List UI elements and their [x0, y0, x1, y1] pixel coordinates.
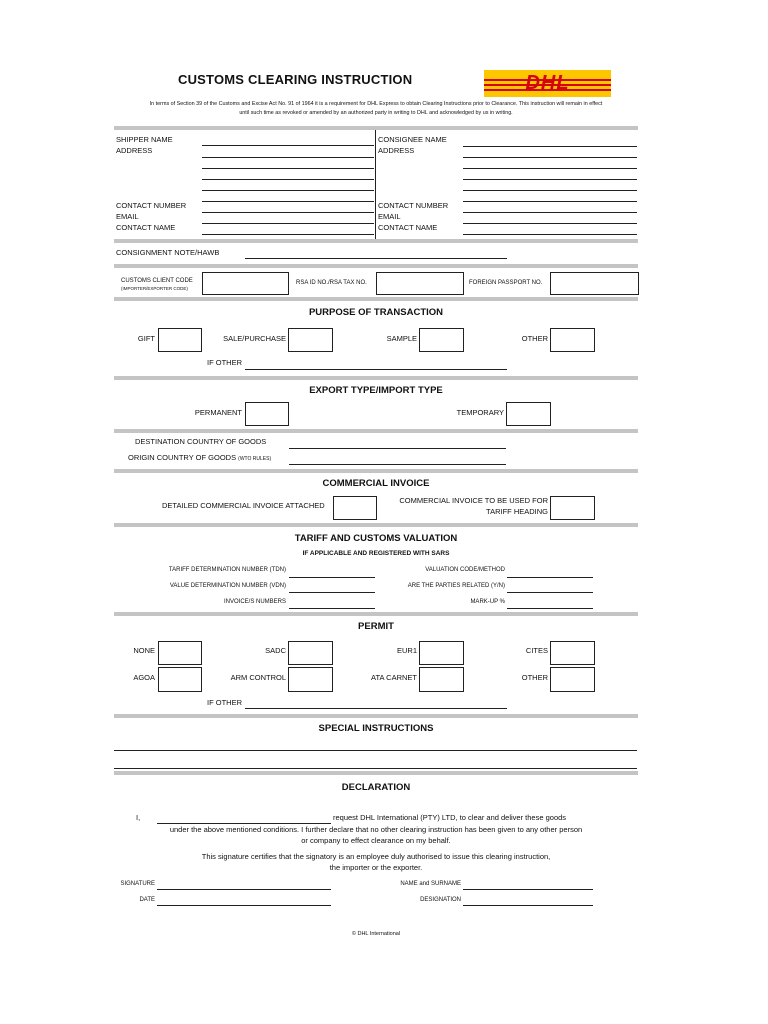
invoice-heading: COMMERCIAL INVOICE — [322, 478, 430, 489]
none-checkbox[interactable] — [158, 641, 202, 665]
agoa-checkbox[interactable] — [158, 667, 202, 692]
consignee-address-field[interactable] — [463, 157, 637, 158]
consignee-address-label: ADDRESS — [378, 146, 415, 155]
shipper-name-label: SHIPPER NAME — [116, 135, 173, 144]
consignment-note-field[interactable] — [245, 258, 507, 259]
dhl-logo — [484, 70, 611, 97]
ata-carnet-label: ATA CARNET — [371, 673, 417, 682]
consignee-contact-name-label: CONTACT NAME — [378, 223, 438, 232]
consignee-contact-number-label: CONTACT NUMBER — [378, 201, 449, 210]
declaration-request: request DHL International (PTY) LTD, to clear and deliver these goods — [333, 813, 567, 822]
invoice-numbers-field[interactable] — [289, 608, 375, 609]
parties-related-label: ARE THE PARTIES RELATED (Y/N) — [407, 583, 505, 589]
tariff-use-label-1: COMMERCIAL INVOICE TO BE USED FOR — [399, 496, 548, 505]
client-code-label: CUSTOMS CLIENT CODE — [121, 278, 193, 284]
none-label: NONE — [133, 646, 155, 655]
section-divider — [114, 612, 638, 616]
declaration-line-4: This signature certifies that the signatory is an employee duly authorised to issue this clearing instruction, — [201, 852, 551, 861]
rsa-id-label: RSA ID NO./RSA TAX NO. — [296, 280, 367, 286]
consignee-address-field[interactable] — [463, 190, 637, 191]
date-label: DATE — [139, 897, 155, 903]
section-divider — [114, 469, 638, 473]
eur1-checkbox[interactable] — [419, 641, 464, 665]
origin-text: ORIGIN COUNTRY OF GOODS — [128, 453, 237, 462]
ata-carnet-checkbox[interactable] — [419, 667, 464, 692]
intro-line-1: In terms of Section 39 of the Customs and Excise Act No. 91 of 1964 it is a requirement for DHL Express to obtain Clearing Instructions prior to Clearance. This instruction will remain in effect — [149, 101, 603, 107]
designation-label: DESIGNATION — [420, 897, 461, 903]
section-divider — [114, 126, 638, 130]
destination-field[interactable] — [289, 448, 506, 449]
consignee-email-label: EMAIL — [378, 212, 401, 221]
purpose-heading: PURPOSE OF TRANSACTION — [308, 307, 444, 318]
markup-label: MARK-UP % — [470, 599, 505, 605]
invoice-attached-label: DETAILED COMMERCIAL INVOICE ATTACHED — [162, 501, 325, 510]
client-code-sublabel: (IMPORTER/EXPORTER CODE) — [121, 286, 188, 291]
shipper-contact-name-label: CONTACT NAME — [116, 223, 176, 232]
special-heading: SPECIAL INSTRUCTIONS — [318, 723, 434, 734]
signature-field[interactable] — [157, 889, 331, 890]
date-field[interactable] — [157, 905, 331, 906]
if-other-field[interactable] — [245, 369, 507, 370]
shipper-address-field[interactable] — [202, 168, 374, 169]
sadc-label: SADC — [265, 646, 286, 655]
declaration-line-2: under the above mentioned conditions. I further declare that no other clearing instruction has been given to any other person — [169, 825, 583, 834]
permanent-label: PERMANENT — [194, 408, 242, 417]
copyright: © DHL International — [351, 931, 401, 937]
passport-input[interactable] — [550, 272, 639, 295]
shipper-email-field[interactable] — [202, 212, 374, 213]
tdn-label: TARIFF DETERMINATION NUMBER (TDN) — [168, 567, 286, 573]
shipper-contact-name-field[interactable] — [202, 234, 374, 235]
permit-heading: PERMIT — [358, 621, 394, 632]
client-code-input[interactable] — [202, 272, 289, 295]
arm-control-label: ARM CONTROL — [230, 673, 286, 682]
origin-label — [128, 453, 271, 464]
passport-label: FOREIGN PASSPORT NO. — [469, 280, 543, 286]
permit-if-other-label: IF OTHER — [207, 698, 242, 707]
shipper-contact-name-field[interactable] — [202, 223, 374, 224]
consignee-name-field[interactable] — [463, 146, 637, 147]
section-divider — [114, 239, 638, 243]
signature-label: SIGNATURE — [120, 881, 155, 887]
consignee-contact-name-field[interactable] — [463, 223, 637, 224]
permit-if-other-field[interactable] — [245, 708, 507, 709]
section-divider — [114, 297, 638, 301]
consignee-address-field[interactable] — [463, 179, 637, 180]
tariff-use-checkbox[interactable] — [550, 496, 595, 520]
shipper-address-label: ADDRESS — [116, 146, 153, 155]
permit-other-checkbox[interactable] — [550, 667, 595, 692]
other-checkbox[interactable] — [550, 328, 595, 352]
tariff-heading: TARIFF AND CUSTOMS VALUATION — [294, 533, 458, 544]
valuation-code-field[interactable] — [507, 577, 593, 578]
section-divider — [114, 376, 638, 380]
designation-field[interactable] — [463, 905, 593, 906]
sale-checkbox[interactable] — [288, 328, 333, 352]
permit-other-label: OTHER — [521, 673, 548, 682]
column-divider — [375, 130, 376, 240]
destination-label: DESTINATION COUNTRY OF GOODS — [135, 437, 267, 446]
intro-line-2: until such time as revoked or amended by an authorized party in writing to DHL and acknowledged by us in writing. — [239, 110, 513, 116]
origin-field[interactable] — [289, 464, 506, 465]
sadc-checkbox[interactable] — [288, 641, 333, 665]
gift-checkbox[interactable] — [158, 328, 202, 352]
shipper-address-field[interactable] — [202, 157, 374, 158]
consignee-address-field[interactable] — [463, 168, 637, 169]
parties-related-field[interactable] — [507, 592, 593, 593]
agoa-label: AGOA — [133, 673, 155, 682]
shipper-address-field[interactable] — [202, 179, 374, 180]
cites-label: CITES — [525, 646, 548, 655]
markup-field[interactable] — [507, 608, 593, 609]
tdn-field[interactable] — [289, 577, 375, 578]
gift-label: GIFT — [137, 334, 155, 343]
section-divider — [114, 264, 638, 268]
section-divider — [114, 714, 638, 718]
valuation-code-label: VALUATION CODE/METHOD — [425, 567, 505, 573]
consignment-note-label: CONSIGNMENT NOTE/HAWB — [116, 248, 220, 257]
vdn-field[interactable] — [289, 592, 375, 593]
tariff-use-label-2: TARIFF HEADING — [486, 507, 548, 516]
logo-text: DHL — [525, 72, 570, 94]
consignee-email-field[interactable] — [463, 212, 637, 213]
shipper-name-field[interactable] — [202, 145, 374, 146]
section-divider — [114, 523, 638, 527]
other-label: OTHER — [521, 334, 548, 343]
invoice-numbers-label: INVOICE/S NUMBERS — [223, 599, 286, 605]
vdn-label: VALUE DETERMINATION NUMBER (VDN) — [169, 583, 286, 589]
declaration-line-3: or company to effect clearance on my behalf. — [301, 836, 451, 845]
consignee-contact-number-field[interactable] — [463, 201, 637, 202]
sale-label: SALE/PURCHASE — [223, 334, 286, 343]
invoice-attached-checkbox[interactable] — [333, 496, 377, 520]
name-surname-label: NAME and SURNAME — [400, 881, 461, 887]
declaration-heading: DECLARATION — [341, 782, 411, 793]
arm-control-checkbox[interactable] — [288, 667, 333, 692]
consignee-contact-name-field[interactable] — [463, 234, 637, 235]
name-surname-field[interactable] — [463, 889, 593, 890]
rsa-id-input[interactable] — [376, 272, 464, 295]
temporary-label: TEMPORARY — [456, 408, 504, 417]
page-title: CUSTOMS CLEARING INSTRUCTION — [178, 72, 413, 87]
declaration-i: I, — [136, 813, 141, 822]
shipper-contact-number-field[interactable] — [202, 201, 374, 202]
origin-subtext: (WTO RULES) — [238, 456, 272, 462]
shipper-address-field[interactable] — [202, 190, 374, 191]
consignee-name-label: CONSIGNEE NAME — [378, 135, 447, 144]
shipper-contact-number-label: CONTACT NUMBER — [116, 201, 187, 210]
declaration-line-5: the importer or the exporter. — [329, 863, 423, 872]
export-type-heading: EXPORT TYPE/IMPORT TYPE — [309, 385, 443, 396]
cites-checkbox[interactable] — [550, 641, 595, 665]
eur1-label: EUR1 — [396, 646, 417, 655]
sample-checkbox[interactable] — [419, 328, 464, 352]
if-other-label: IF OTHER — [207, 358, 242, 367]
section-divider — [114, 429, 638, 433]
special-instructions-field[interactable] — [114, 768, 637, 769]
permanent-checkbox[interactable] — [245, 402, 289, 426]
special-instructions-field[interactable] — [114, 750, 637, 751]
temporary-checkbox[interactable] — [506, 402, 551, 426]
sample-label: SAMPLE — [386, 334, 417, 343]
section-divider — [114, 771, 638, 775]
tariff-subheading: IF APPLICABLE AND REGISTERED WITH SARS — [302, 550, 450, 557]
shipper-email-label: EMAIL — [116, 212, 139, 221]
